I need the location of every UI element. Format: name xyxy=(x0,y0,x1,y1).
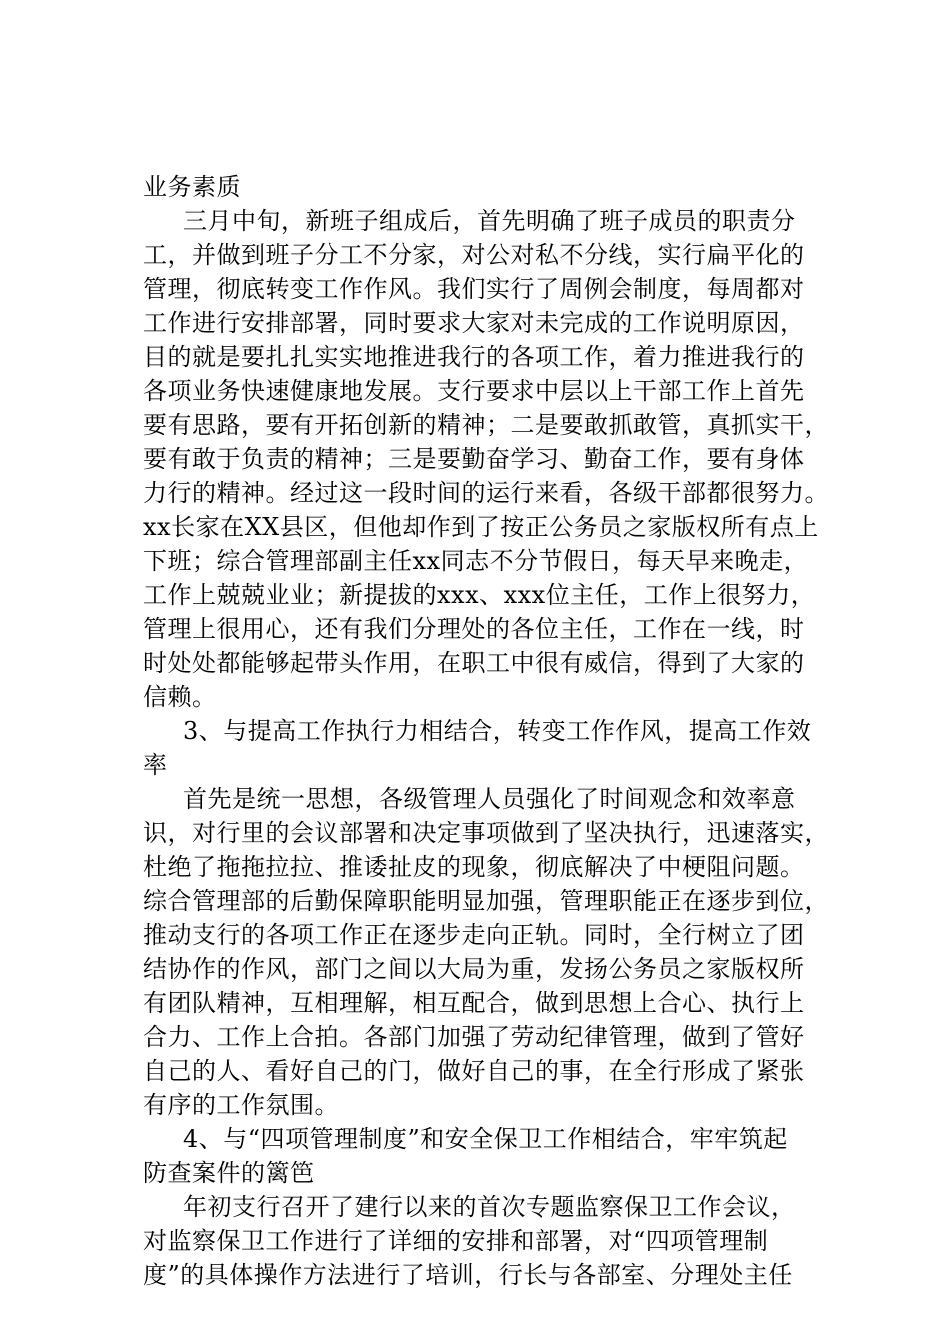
text-line: 要有敢于负责的精神；三是要勤奋学习、勤奋工作，要有身体 xyxy=(143,445,805,473)
text-line: 目的就是要扎扎实实地推进我行的各项工作，着力推进我行的 xyxy=(143,343,805,371)
text-line: 工，并做到班子分工不分家，对公对私不分线，实行扁平化的 xyxy=(143,241,805,269)
text-line: 三月中旬，新班子组成后，首先明确了班子成员的职责分 xyxy=(183,207,796,235)
text-line: 综合管理部的后勤保障职能明显加强，管理职能正在逐步到位， xyxy=(143,887,829,915)
text-line: 力行的精神。经过这一段时间的运行来看，各级干部都很努力。 xyxy=(143,479,829,507)
section-heading: 4、与“四项管理制度”和安全保卫工作相结合，牢牢筑起 xyxy=(183,1125,788,1153)
text-line: 信赖。 xyxy=(143,683,217,711)
text-line: 推动支行的各项工作正在逐步走向正轨。同时，全行树立了团 xyxy=(143,921,805,949)
text-line: 有团队精神，互相理解，相互配合，做到思想上合心、执行上 xyxy=(143,989,805,1017)
text-line: 工作上兢兢业业；新提拔的xxx、xxx位主任，工作上很努力， xyxy=(143,581,816,609)
text-line: 管理，彻底转变工作作风。我们实行了周例会制度，每周都对 xyxy=(143,275,805,303)
text-line: 对监察保卫工作进行了详细的安排和部署，对“四项管理制 xyxy=(143,1227,769,1255)
text-line: xx长家在XX县区，但他却作到了按正公务员之家版权所有点上 xyxy=(143,513,819,541)
text-line: 工作进行安排部署，同时要求大家对未完成的工作说明原因， xyxy=(143,309,805,337)
text-line: 时处处都能够起带头作用，在职工中很有威信，得到了大家的 xyxy=(143,649,805,677)
text-line: 度”的具体操作方法进行了培训，行长与各部室、分理处主任 xyxy=(143,1261,793,1289)
text-line: 结协作的作风，部门之间以大局为重，发扬公务员之家版权所 xyxy=(143,955,805,983)
text-line: 杜绝了拖拖拉拉、推诿扯皮的现象，彻底解决了中梗阻问题。 xyxy=(143,853,805,881)
section-heading: 率 xyxy=(143,751,168,779)
text-line: 业务素质 xyxy=(143,173,241,201)
text-line: 管理上很用心，还有我们分理处的各位主任，工作在一线，时 xyxy=(143,615,805,643)
text-line: 识，对行里的会议部署和决定事项做到了坚决执行，迅速落实， xyxy=(143,819,829,847)
section-heading: 防查案件的篱笆 xyxy=(143,1159,315,1187)
text-line: 有序的工作氛围。 xyxy=(143,1091,339,1119)
text-line: 下班；综合管理部副主任xx同志不分节假日，每天早来晚走， xyxy=(143,547,809,575)
text-line: 要有思路，要有开拓创新的精神；二是要敢抓敢管，真抓实干， xyxy=(143,411,829,439)
text-line: 合力、工作上合拍。各部门加强了劳动纪律管理，做到了管好 xyxy=(143,1023,805,1051)
text-line: 自己的人、看好自己的门，做好自己的事，在全行形成了紧张 xyxy=(143,1057,805,1085)
text-line: 首先是统一思想，各级管理人员强化了时间观念和效率意 xyxy=(183,785,796,813)
text-line: 年初支行召开了建行以来的首次专题监察保卫工作会议， xyxy=(183,1193,796,1221)
section-heading: 3、与提高工作执行力相结合，转变工作作风，提高工作效 xyxy=(183,717,812,745)
text-line: 各项业务快速健康地发展。支行要求中层以上干部工作上首先 xyxy=(143,377,805,405)
